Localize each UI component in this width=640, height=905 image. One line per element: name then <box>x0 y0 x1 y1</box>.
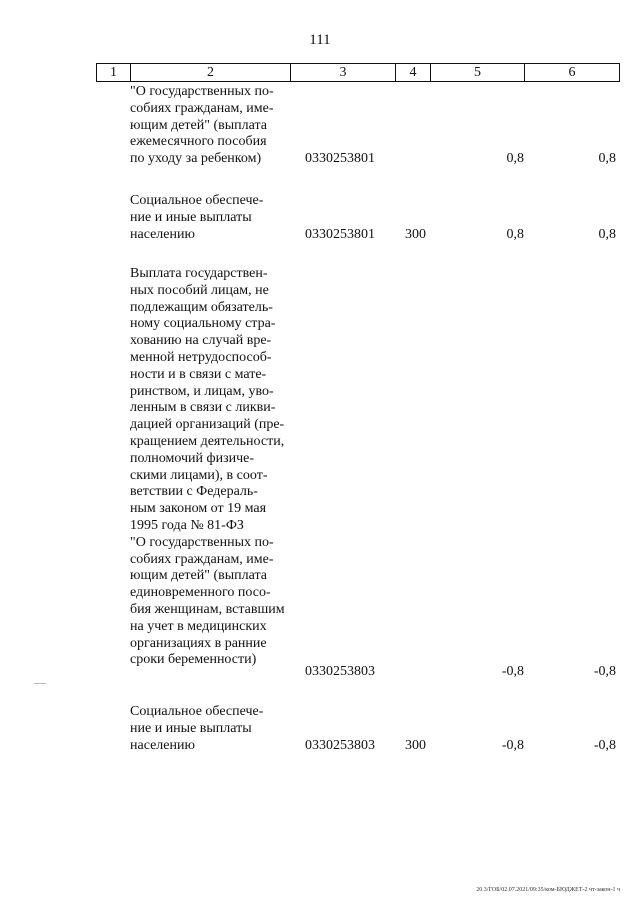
row-1-description <box>130 84 290 168</box>
text-line: ветствии с Федераль- <box>130 484 258 500</box>
text-line: собиях гражданам, име- <box>130 551 274 567</box>
page-number: 111 <box>309 32 331 48</box>
text-line: подлежащим обязатель- <box>130 299 273 315</box>
text-line: Выплата государствен- <box>130 266 268 281</box>
row-4-value-5: -0,8 <box>501 738 524 753</box>
text-line: ежемесячного пособия <box>130 134 267 150</box>
column-header-3: 3 <box>291 64 396 81</box>
text-line: организациях в ранние <box>130 635 267 651</box>
column-header-1: 1 <box>97 64 131 81</box>
text-line: ному социальному стра- <box>130 316 276 332</box>
text-line: населению <box>130 226 195 242</box>
text-line: 1995 года № 81-ФЗ <box>130 517 244 533</box>
text-line: Социальное обеспече- <box>130 704 264 719</box>
text-line: "О государственных по- <box>130 84 274 99</box>
text-line: ющим детей" (выплата <box>130 568 267 584</box>
text-line: ности и в связи с мате- <box>130 366 267 382</box>
text-line: по уходу за ребенком) <box>130 151 262 167</box>
text-line: единовременного посо- <box>130 585 271 601</box>
text-line: дацией организаций (пре- <box>130 417 285 433</box>
row-3-value-6: -0,8 <box>593 664 616 679</box>
text-line: на учет в медицинских <box>130 618 267 634</box>
column-header-2: 2 <box>131 64 291 81</box>
row-3-value-5: -0,8 <box>501 664 524 679</box>
text-line: собиях гражданам, име- <box>130 100 274 116</box>
row-3-description <box>130 266 290 669</box>
column-header-6: 6 <box>568 65 576 80</box>
row-4-value-6: -0,8 <box>593 738 616 753</box>
row-2-description <box>130 193 290 243</box>
text-line: ных пособий лицам, не <box>130 282 269 298</box>
row-2-kind: 300 <box>405 227 426 242</box>
column-header-4: 4 <box>396 64 431 81</box>
row-4-code: 0330253803 <box>305 738 375 753</box>
text-line: Социальное обеспече- <box>130 193 264 208</box>
text-line: менной нетрудоспособ- <box>130 349 272 365</box>
text-line: ринством, и лицам, уво- <box>130 383 274 399</box>
footer-stamp: 20.3/ГОБ/02.07.2021/09:35/ком-БЮДЖЕТ-2 чт-закон-1 ч <box>476 887 620 893</box>
row-2-code: 0330253801 <box>305 227 375 242</box>
text-line: полномочий физиче- <box>130 450 255 466</box>
text-line: бия женщинам, вставшим <box>130 601 285 617</box>
text-line: ние и иные выплаты <box>130 720 252 736</box>
text-line: населению <box>130 737 195 753</box>
row-1-code: 0330253801 <box>305 151 375 166</box>
row-2-value-6: 0,8 <box>598 227 616 242</box>
row-3-code: 0330253803 <box>305 664 375 679</box>
row-2-value-5: 0,8 <box>506 227 524 242</box>
text-line: ние и иные выплаты <box>130 209 252 225</box>
row-4-description <box>130 704 290 754</box>
margin-mark <box>34 683 46 684</box>
text-line: ным законом от 19 мая <box>130 501 267 517</box>
row-1-value-6: 0,8 <box>598 151 616 166</box>
column-header-5: 5 <box>431 64 525 81</box>
row-1-value-5: 0,8 <box>506 151 524 166</box>
text-line: скими лицами), в соот- <box>130 467 268 483</box>
row-4-kind: 300 <box>405 738 426 753</box>
table-header-row <box>96 63 620 82</box>
text-line: хованию на случай вре- <box>130 333 272 349</box>
text-line: "О государственных по- <box>130 534 274 550</box>
text-line: ющим детей" (выплата <box>130 117 267 133</box>
text-line: ленным в связи с ликви- <box>130 400 276 416</box>
text-line: сроки беременности) <box>130 652 257 668</box>
text-line: кращением деятельности, <box>130 433 285 449</box>
